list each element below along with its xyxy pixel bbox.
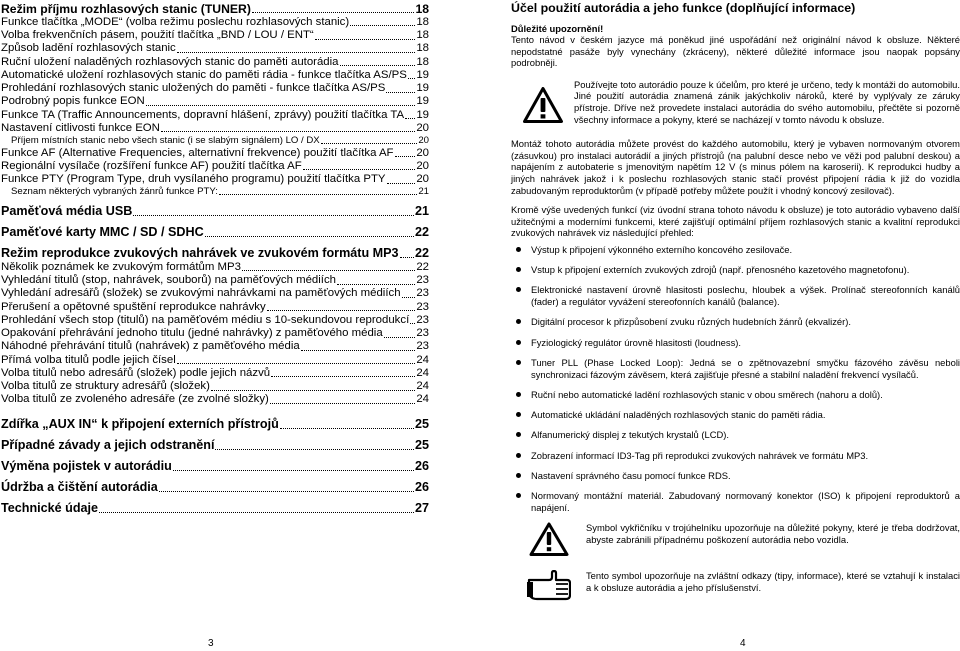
feature-list-item-text: Fyziologický regulátor úrovně hlasitosti (loudness). [531,336,741,348]
toc-dot-leader [173,470,414,471]
toc-entry-page: 27 [414,501,429,516]
toc-entry[interactable] [1,95,429,108]
notice-heading: Důležité upozornění! [511,23,604,34]
feature-list [511,244,960,513]
toc-entry-title: Volba titulů nebo adresářů (složek) podle jejich názvů [1,366,271,379]
feature-list-item-text: Ruční nebo automatické ladění rozhlasových stanic v obou směrech (nahoru a dolů). [531,388,883,400]
toc-entry-page: 18 [416,15,429,28]
toc-entry[interactable] [1,273,429,286]
page-title: Účel použití autorádia a jeho funkce (doplňující informace) [511,1,856,15]
toc-entry-page: 19 [416,108,429,121]
toc-entry-page: 24 [416,366,429,379]
toc-entry[interactable] [1,415,429,431]
toc-dot-leader [242,270,415,271]
toc-entry-page: 19 [416,68,429,81]
toc-entry[interactable] [1,287,429,300]
feature-list-item-text: Alfanumerický displej z tekutých krystalů (LCD). [531,429,729,441]
toc-dot-leader [146,105,416,106]
toc-entry-page: 23 [416,300,429,313]
toc-dot-leader [215,449,414,450]
feature-list-item [511,357,960,380]
toc-entry-title: Náhodné přehrávání titulů (nahrávek) z paměťového média [1,340,300,353]
feature-list-item [511,450,960,462]
toc-entry-page: 23 [416,340,429,353]
toc-entry-page: 23 [416,274,429,287]
toc-entry[interactable] [1,146,429,159]
toc-entry-title: Výměna pojistek v autorádiu [1,459,172,474]
toc-entry-title: Funkce AF (Alternative Frequencies, alternativní frekvence) použití tlačítka AF [1,146,394,159]
toc-entry-title: Funkce tlačítka „MODE“ (volba režimu poslechu rozhlasových stanic) [1,15,350,28]
toc-dot-leader [211,390,415,391]
toc-entry-title: Ruční uložení naladěných rozhlasových stanic do paměti autorádia [1,55,339,68]
toc-entry-title: Regionální vysílače (rozšíření funkce AF) použití tlačítka AF [1,159,302,172]
toc-entry-title: Prohledání rozhlasových stanic uložených do paměti - funkce tlačítka AS/PS [1,82,386,95]
toc-entry-page: 26 [414,480,429,495]
toc-entry-page: 22 [414,225,429,240]
toc-entry[interactable] [1,15,429,28]
toc-entry-page: 26 [414,459,429,474]
warning-text: Používejte toto autorádio pouze k účelům, pro které je určeno, tedy k montáži do automobilu. Jiné použití autorádia znamená zánik jakýchkoliv nároků, které by vyplývaly ze záruky přístroje. Dříve než provedete instalaci autorádia do svého automobilu, přečtěte si pozorně všechny informace a pokyny, které se nacházejí v tomto návodu k obsluze. [574,78,960,125]
warning-icon [511,79,574,125]
toc-entry[interactable] [1,499,429,515]
toc-dot-leader [177,363,416,364]
toc-entry-page: 20 [416,121,429,134]
toc-entry[interactable] [1,202,429,218]
toc-dot-leader [159,491,414,492]
feature-list-item-text: Tuner PLL (Phase Locked Loop): Jedná se o zpětnovazební smyčku fázového závěsu neboli synchronizaci fázovým závěsem, která zajišťuje přesné a stabilní naladění frekvencí vysílačů. [531,356,960,380]
feature-list-item [511,264,960,276]
feature-list-item [511,316,960,328]
toc-entry-page: 19 [416,95,429,108]
toc-entry[interactable] [1,379,429,392]
toc-entry-title: Režim reprodukce zvukových nahrávek ve zvukovém formátu MP3 [1,246,399,261]
toc-dot-leader [387,183,416,184]
toc-entry-title: Nastavení citlivosti funkce EON [1,121,160,134]
notice-text: Tento návod v českém jazyce má poněkud jiné uspořádání než originální návod k obsluze. Některé nepodstatné pasáže byly vynechány (zkráceny), některé důležité informace jsou naopak popsány podrobněji. [511,34,960,69]
toc-entry[interactable] [1,28,429,41]
toc-dot-leader [161,131,415,132]
bullet-icon [516,360,521,365]
toc-dot-leader [405,118,415,119]
toc-entry[interactable] [1,81,429,94]
feature-list-item [511,429,960,441]
toc-entry-title: Režim příjmu rozhlasových stanic (TUNER) [1,1,251,16]
toc-dot-leader [400,257,414,258]
toc-entry-title: Zdířka „AUX IN“ k připojení externích přístrojů [1,417,279,432]
toc-entry[interactable] [1,353,429,366]
toc-dot-leader [386,92,415,93]
toc-entry-page: 24 [416,353,429,366]
toc-entry-title: Vyhledání titulů (stop, nahrávek, souborů) na paměťových médiích [1,274,336,287]
toc-dot-leader [340,65,416,66]
bullet-icon [516,267,521,272]
symbol-warning-note [511,522,960,556]
feature-list-item [511,490,960,513]
bullet-icon [516,247,521,252]
feature-list-item-text: Výstup k připojení výkonného externího koncového zesilovače. [531,243,793,255]
paragraph-installation: Montáž tohoto autorádia můžete provést do každého automobilu, který je vybaven normovaným otvorem (zásuvkou) pro instalaci autorádií a jiných přístrojů (na palubní desce nebo ve věži pod palubní deskou) a napájením z autobaterie s jmenovitým napětím 12 V (s minus pólem na karoserii). K reprodukci hudby a jiných nahrávek jakož i k poslechu rozhlasových stanic stačí provést připojení rádia k již do vozidla zabudovaným reproduktorům (v případě potřeby můžete použít i vhodný koncový zesilovač). [511,138,960,196]
toc-entry[interactable] [1,1,429,15]
toc-entry-title: Paměťová média USB [1,204,133,219]
toc-entry[interactable] [1,159,429,172]
toc-entry-title: Několik poznámek ke zvukovým formátům MP3 [1,260,241,273]
toc-entry-page: 25 [414,438,429,453]
toc-entry[interactable] [1,393,429,406]
toc-entry[interactable] [1,366,429,379]
feature-list-item-text: Normovaný montážní materiál. Zabudovaný normovaný konektor (ISO) k připojení reproduktorů a napájení. [531,490,960,513]
page-number-right: 4 [740,638,746,649]
feature-list-item [511,284,960,307]
toc-dot-leader [410,323,415,324]
bullet-icon [516,432,521,437]
toc-entry[interactable] [1,340,429,353]
feature-list-item [511,244,960,256]
toc-entry-title: Údržba a čištění autorádia [1,480,158,495]
toc-entry[interactable] [1,108,429,121]
toc-entry-page: 19 [416,82,429,95]
right-page [511,1,960,602]
feature-list-item-text: Vstup k připojení externích zvukových zdrojů (např. přenosného kazetového magnetofonu). [531,264,910,276]
toc-entry-page: 23 [416,327,429,340]
symbol-tip-note [511,570,960,602]
toc-spacer [1,406,429,415]
toc-dot-leader [384,337,416,338]
toc-entry-title: Funkce PTY (Program Type, druh vysílaného programu) použití tlačítka PTY [1,173,386,186]
warning-block [511,79,960,125]
toc-entry-page: 21 [418,186,429,198]
toc-dot-leader [402,297,416,298]
toc-entry-title: Opakování přehrávání jednoho titulu (jedné nahrávky) z paměťového média [1,327,383,340]
exclamation-triangle-icon [511,522,586,556]
toc-entry-title: Vyhledání adresářů (složek) se zvukovými nahrávkami na paměťových médiích [1,287,401,300]
toc-entry-title: Funkce TA (Traffic Announcements, dopravní hlášení, zprávy) použití tlačítka TA [1,108,405,121]
feature-list-item-text: Digitální procesor k přizpůsobení zvuku různých hudebních žánrů (ekvalizér). [531,316,851,328]
hand-pointer-icon [511,570,586,602]
symbol-warning-text: Symbol vykřičníku v trojúhelníku upozorňuje na důležité pokyny, které je třeba dodržovat, abyste zabránili případnému poškození autorádia nebo vozidla. [586,522,960,545]
toc-entry-page: 18 [415,1,429,16]
toc-entry-page: 24 [416,380,429,393]
toc-entry-page: 20 [416,146,429,159]
toc-dot-leader [315,39,416,40]
toc-entry[interactable] [1,436,429,452]
toc-entry-title: Přerušení a opětovné spuštění reprodukce nahrávky [1,300,266,313]
toc-entry-title: Paměťové karty MMC / SD / SDHC [1,225,204,240]
toc-entry-page: 20 [416,173,429,186]
toc-entry-page: 23 [416,313,429,326]
bullet-icon [516,473,521,478]
toc-entry[interactable] [1,55,429,68]
bullet-icon [516,453,521,458]
toc-entry-page: 18 [416,29,429,42]
toc-entry[interactable] [1,172,429,185]
toc-dot-leader [337,284,415,285]
toc-entry-title: Podrobný popis funkce EON [1,95,145,108]
toc-entry-page: 20 [416,159,429,172]
toc-dot-leader [177,52,416,53]
feature-list-item [511,470,960,482]
bullet-icon [516,412,521,417]
toc-entry-title: Prohledání všech stop (titulů) na paměťovém médiu s 10-sekundovou reprodukcí [1,313,410,326]
paragraph-features: Kromě výše uvedených funkcí (viz úvodní strana tohoto návodu k obsluze) je toto autorádio vybaveno další užitečnými a moderními funkcemi, které zajišťují optimální příjem rozhlasových stanic a kvalitní reprodukci zvukových nahrávek viz následující přehled: [511,204,960,239]
bullet-icon [516,392,521,397]
feature-list-item [511,389,960,401]
toc-entry-page: 23 [416,287,429,300]
toc-entry[interactable] [1,121,429,134]
toc-entry[interactable] [1,244,429,260]
toc-dot-leader [252,12,415,13]
feature-list-item-text: Elektronické nastavení úrovně hlasitosti poslechu, hloubek a výšek. Prolínač stereofonních kanálů (fader) a regulátor vyvážení stereofonních kanálů (balance). [531,284,960,308]
toc-entry[interactable] [1,478,429,494]
toc-dot-leader [267,310,416,311]
toc-entry-page: 25 [414,417,429,432]
toc-entry-title: Případné závady a jejich odstranění [1,438,215,453]
feature-list-item [511,337,960,349]
toc-entry-title: Technické údaje [1,501,99,516]
toc-entry-title: Automatické uložení rozhlasových stanic do paměti rádia - funkce tlačítka AS/PS [1,68,407,81]
toc-entry-page: 18 [416,42,429,55]
toc-entry-title: Příjem místních stanic nebo všech stanic (i se slabým signálem) LO / DX [11,135,320,147]
toc-entry[interactable] [1,300,429,313]
toc-entry[interactable] [1,186,429,198]
toc-entry-page: 22 [414,246,429,261]
toc-entry-title: Volba titulů ze struktury adresářů (složek) [1,380,210,393]
toc-dot-leader [408,78,415,79]
bullet-icon [516,319,521,324]
toc-entry-page: 21 [414,204,429,219]
bullet-icon [516,340,521,345]
toc-entry[interactable] [1,457,429,473]
toc-dot-leader [395,156,416,157]
toc-entry[interactable] [1,223,429,239]
toc-entry[interactable] [1,68,429,81]
bullet-icon [516,493,521,498]
toc-dot-leader [219,194,417,195]
feature-list-item-text: Automatické ukládání naladěných rozhlasových stanic do paměti rádia. [531,409,826,421]
toc-entry-title: Seznam některých vybraných žánrů funkce PTY: [11,186,218,198]
toc-dot-leader [350,25,415,26]
table-of-contents [1,1,429,515]
toc-dot-leader [271,376,415,377]
toc-dot-leader [280,428,414,429]
toc-entry[interactable] [1,260,429,273]
toc-dot-leader [133,215,414,216]
feature-list-item [511,409,960,421]
toc-entry[interactable] [1,42,429,55]
page-number-left: 3 [208,638,214,649]
toc-dot-leader [303,169,416,170]
toc-dot-leader [205,236,414,237]
toc-dot-leader [301,350,416,351]
toc-entry[interactable] [1,326,429,339]
toc-entry-title: Volba titulů ze zvoleného adresáře (ze zvolné složky) [1,393,269,406]
toc-entry-page: 22 [416,260,429,273]
symbol-tip-text: Tento symbol upozorňuje na zvláštní odkazy (tipy, informace), které se vztahují k instalaci a k obsluze autorádia a jeho příslušenství. [586,570,960,593]
toc-dot-leader [321,143,418,144]
toc-entry-page: 24 [416,393,429,406]
feature-list-item-text: Nastavení správného času pomocí funkce RDS. [531,469,731,481]
toc-entry-title: Volba frekvenčních pásem, použití tlačítka „BND / LOU / ENT“ [1,29,314,42]
toc-entry-title: Přímá volba titulů podle jejich čísel [1,353,176,366]
toc-dot-leader [270,403,416,404]
toc-entry[interactable] [1,313,429,326]
toc-entry-page: 20 [418,135,429,147]
toc-dot-leader [99,512,414,513]
toc-entry-page: 18 [416,55,429,68]
bullet-icon [516,287,521,292]
feature-list-item-text: Zobrazení informací ID3-Tag při reprodukci zvukových nahrávek ve formátu MP3. [531,449,869,461]
toc-entry[interactable] [1,134,429,146]
toc-entry-title: Způsob ladění rozhlasových stanic [1,42,176,55]
